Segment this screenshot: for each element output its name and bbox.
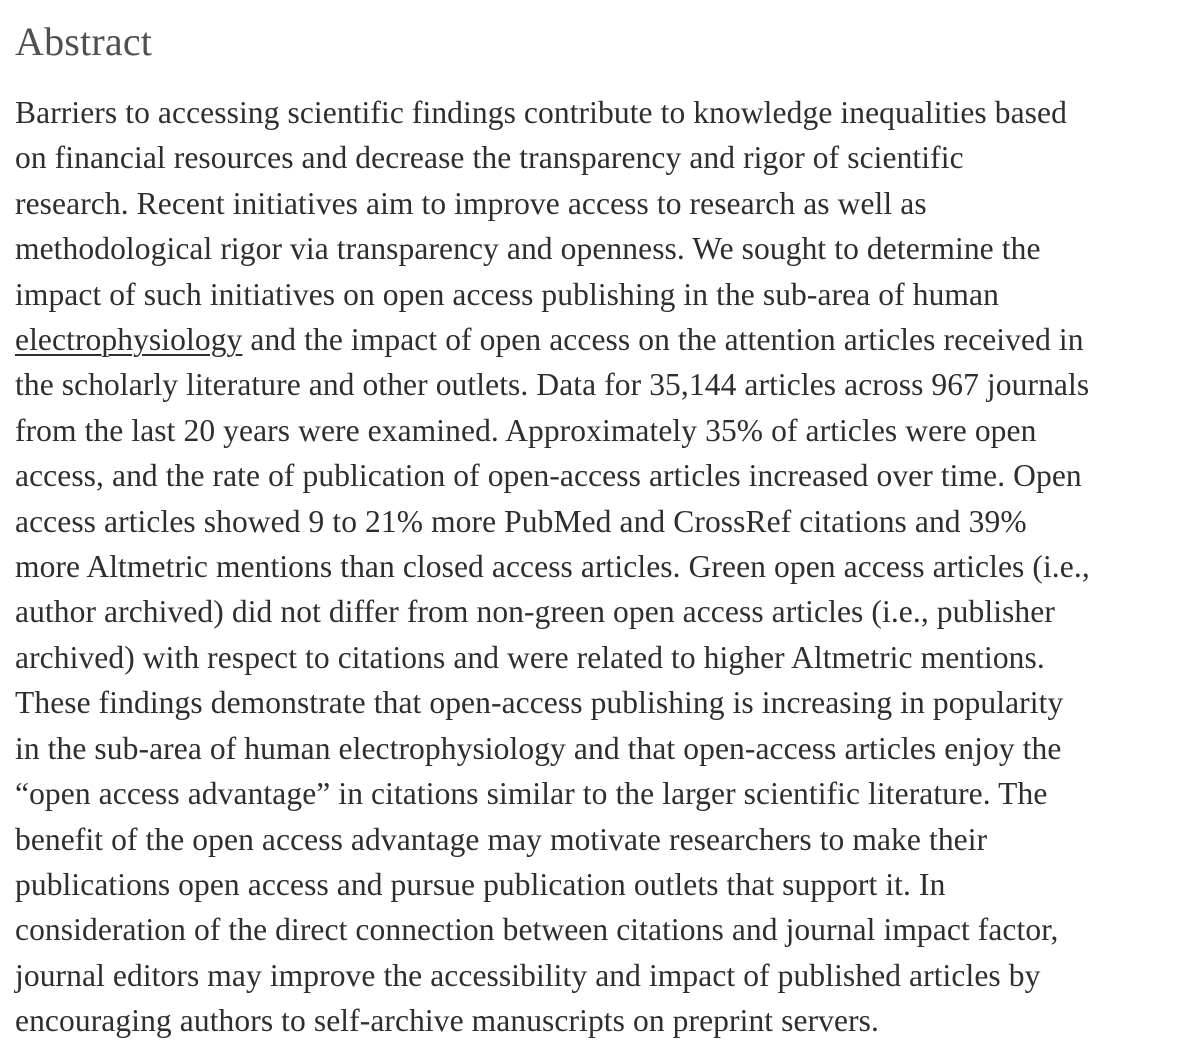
abstract-line: access articles showed 9 to 21% more PubMed and CrossRef citations and 39% [15, 503, 1027, 539]
abstract-line: from the last 20 years were examined. Approximately 35% of articles were open [15, 412, 1037, 448]
abstract-line: benefit of the open access advantage may motivate researchers to make their [15, 821, 988, 857]
abstract-line: access, and the rate of publication of open-access articles increased over time. Open [15, 458, 1082, 494]
abstract-line: archived) with respect to citations and were related to higher Altmetric mentions. [15, 639, 1045, 675]
abstract-line-with-link [15, 317, 1175, 362]
abstract-line: more Altmetric mentions than closed access articles. Green open access articles (i.e., [15, 549, 1090, 585]
abstract-line: impact of such initiatives on open access publishing in the sub-area of human [15, 276, 999, 312]
abstract-line: in the sub-area of human electrophysiology and that open-access articles enjoy the [15, 730, 1062, 766]
electrophysiology-topic-link[interactable]: electrophysiology [15, 322, 243, 358]
section-heading: Abstract [15, 19, 153, 64]
abstract-line: publications open access and pursue publication outlets that support it. In [15, 866, 946, 902]
abstract-line: author archived) did not differ from non-green open access articles (i.e., publisher [15, 594, 1055, 630]
abstract-line: methodological rigor via transparency and openness. We sought to determine the [15, 231, 1041, 267]
abstract-line: the scholarly literature and other outlets. Data for 35,144 articles across 967 journals [15, 367, 1090, 403]
abstract-line: consideration of the direct connection between citations and journal impact factor, [15, 912, 1059, 948]
abstract-line: on financial resources and decrease the transparency and rigor of scientific [15, 140, 964, 176]
abstract-line: These findings demonstrate that open-access publishing is increasing in popularity [15, 685, 1064, 721]
abstract-line: “open access advantage” in citations similar to the larger scientific literature. The [15, 776, 1048, 812]
abstract-section [15, 0, 1175, 1044]
abstract-line: journal editors may improve the accessibility and impact of published articles by [15, 957, 1041, 993]
abstract-line: research. Recent initiatives aim to improve access to research as well as [15, 185, 927, 221]
abstract-line: Barriers to accessing scientific findings contribute to knowledge inequalities based [15, 95, 1067, 130]
abstract-line: encouraging authors to self-archive manuscripts on preprint servers. [15, 1003, 880, 1039]
abstract-line-rest: and the impact of open access on the attention articles received in [242, 322, 1084, 358]
abstract-paragraph [15, 90, 1175, 1044]
